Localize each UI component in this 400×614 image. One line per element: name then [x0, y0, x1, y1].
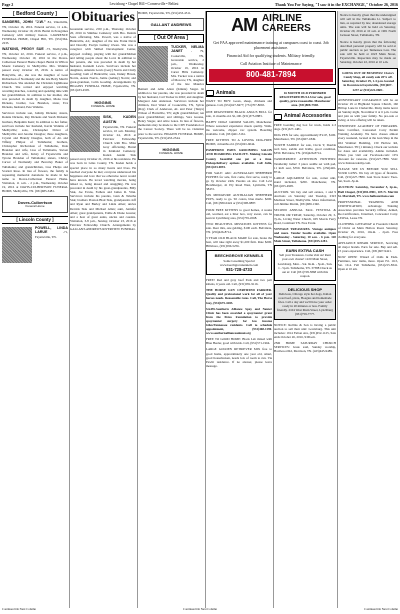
obituary-continued: Survivors include son, Johnny Dickens; sisters, Ronnie Dickens, Ray Dickens and Sarah Dickens; brothers, Benjamin Kern; In addition to her father, survivors include her husband, Kevin Watkins of Shelbyville; sons, Christopher Driver of Shelbyville and Jerome Douglas; three daughters, Crystal and Brandy Douglas, both of AL and Tiffany Philpot of Tullahoma; brothers, Christopher Richardson of Tullahoma, Dale Brandon and wife, Lisa of Tullahoma, Steven Brandon and wife, Kristy of Fayetteville and Tyrone Brandon of Tullahoma; sisters, Christy Carver of Normandy and Beverley Baker of Tullahoma; and grandchildren, Lisa Phelps and Scarlett Rose. In lieu of flowers, the family is requesting memorial donations be made in her name to Doves-Culbertson Funeral Home. Visitation, 11 a.m. - 2 p.m., Wednesday, October 19, 2016 at DAVIS-CULBERTSON FUNERAL HOME, Shelbyville, TN. (931)685-3481. [2, 111, 68, 194]
ad-text: Call Aviation Institute of Maintenance [240, 61, 302, 67]
classified-ad: NOTICE: Rollins & Son is having a public auction to sell their unit: Lewisburg. This unit includes: 1914 Fulton Ave, (931)652-1125, Sale ends October 26, 2016, 9:00a.m. [274, 322, 336, 339]
continued-note: Continued On Next Column [2, 607, 36, 611]
classified-ad: WANT TO BUY: Goats, sheep, chickens and guineas. Call, (931)627-8477; (731)707-8065. [206, 99, 272, 108]
saddle-icon [274, 114, 282, 120]
notice: Notice is hereby given that the undersigned will sell in the Tullahoma Lt. Subject to lien, as required by law, abandoned storage units. The sale will be held on Saturday, October 29, 2016 at 10 a.m. at 1901 North Jackson Street, Tullahoma, TN. [340, 13, 396, 38]
column-out-of-area [138, 11, 204, 608]
category-label: Animal Accessories [284, 113, 332, 120]
ad-title: BEECHGROVE KENNELS [214, 253, 264, 259]
funeral-home-logo [70, 96, 136, 113]
ad-text: Some Grooming Special www.beechgrovekennels.com [219, 258, 259, 267]
classified-ad: FOR SALE: AKC AUSTRALIAN SHEPHERD PUPPIES for sale, first come, first serve, ready to go by October 24th. Parents on site. Call Levi Hershberger, 41 Ely Road West, Lynnville, TN 38472. [206, 170, 272, 192]
obituary-name: SANDERS, JOHN "J.W." [2, 20, 46, 25]
classified-ad: FOUR FREE KITTENS to good homes, 4 weeks old, wormed, eat a litter box, very sweet, can be seen in Lynchburg area, (931)759-4568. [206, 207, 272, 220]
classified-ad: FREE boarding dog box for truck, holds 2-3 dogs. (931)327-1481. [274, 122, 336, 131]
ad-phone[interactable]: 800-481-7894 [209, 69, 333, 81]
classified-ad: 2ND HOME SATURDAY CHURCH SERVICES: Jesus said, Sunday worship, Hardwood Rd, Morrison, TN. (423)445-9489. [274, 340, 336, 354]
logo-subtitle: Funeral Home [25, 204, 45, 209]
page-footer [2, 608, 398, 614]
classified-ad: LARGE GOLDEN RETRIEVER MIX free to good home, approximately one year old, smart, good housebroken, needs lots of room to run. Via Pewitt residence. If no answer, please leave message. [206, 347, 272, 368]
classified-ad: PROFESSIONAL TRAINING AND CERTIFICATION, Advantage Training Associates provides Security Officer, Armed, Re-Certification, Unarmed, Concealed Carry. LEOSA, Lease TN. [338, 199, 398, 221]
classified-ad: 3 YEAR OLD BLACK MARE for sale, broke the best, will take right away $1,200 firm. Rate $200. Hillsboro, (931)596-5256. [206, 236, 272, 249]
bulls-ad [274, 88, 336, 110]
continued-note: Continued On Next Column [183, 607, 217, 611]
obituary-text: 84, Unionville, TN, October 16, 2016. Funeral service, 11 a.m., Wednesday, October 19, 2016. Burial in Peregrines Cemetery with military honors. LAWRENCE FUNERAL HOME, Chapel Hill, TN. (931)364-2233. [2, 20, 68, 46]
classified-ad: ONE REGISTERED BLACK ANGUS BULL for sale, 11 months old. $1,100. (931)375-0883. [206, 109, 272, 118]
ad-headline-line2: CAREERS [261, 23, 311, 34]
section-heading-out-of-area: [ Out Of Area ] [138, 34, 204, 42]
obituary-text: -71, Fayetteville, TN. [35, 230, 68, 239]
section-heading-lincoln: [ Lincoln County ] [2, 216, 68, 224]
column-divider [337, 11, 338, 608]
classified-ad: PAMPERED PAWS GROOMING SALON AND BOARDING FACILITY. Making Lincoln County beautiful one pet at a time. Pickup/delivery options available. Call Julie, (931)433-0091. [206, 148, 272, 169]
paper-names: Lewisburg • Chapel Hill • Cornersville • Belfast [109, 2, 179, 7]
category-heading [206, 90, 272, 97]
obituary-name: WATKINS, PEGGY SUE [2, 47, 44, 52]
logo-subtitle: FUNERAL HOME [91, 103, 115, 108]
ad-text: Get FAA approved maintenance training at campuses coast to coast. Job placement assistance. [213, 40, 329, 51]
logo-title: GALLANT ANDREWS [150, 22, 192, 28]
classified-ad: NOW OPEN! Wizard of Odds & Ends. Furniture, new items, more. Open Fri. 10-5, Sat. 10-4. Fall Tullahoma, (931)215-8341. Open at 10 am. [338, 254, 398, 272]
ad-text: 16 MONTH OLD PUREBRED REGISTERED BULLS for sale, good quality, price reasonable. Manchester area. (931)808-7948. [279, 91, 331, 108]
classified-ad: VINTAGE TREASURES. Vintage antiques and more. Vendor booths available. Open Wednesday - Saturday, 10 a.m. - 6 p.m. 120 Main Street, Tullahoma. (931)455-2281. [274, 226, 336, 244]
ad-text: Financial Aid for qualifying students. Military friendly. [226, 53, 316, 59]
deli-ad [274, 284, 336, 320]
notice: Notice is hereby given that the following described personal property will be sold at public auction as per Tennessee Law. The sale will be held at 1023 Main Street, Fayetteville. Inspection may be made on Saturday, October 22, 2016 at 10 a.m. [340, 39, 396, 65]
column-obituaries [70, 11, 136, 608]
logo-title: HIGGINS [94, 99, 112, 105]
logo-subtitle: FUNERAL HOME [159, 150, 183, 155]
classified-ad: HAPPY DOGZ GROOM SALON, Manchester. Where seasoned experience meets quality. Walk-ins welcome, clipper vac system. Boarding available. Call, (931)461-5161. [206, 119, 272, 137]
classified-ad: AUCTION. We buy and sell estates, 1 and 9 Auctions on Saturday and Tuesday, 2323 Madison Street, Shelbyville. More information, call Jimmie Martin, (931)680-1340. [274, 190, 336, 207]
column-divider [69, 11, 70, 608]
section-heading-bedford: [ Bedford County ] [2, 11, 68, 18]
ad-headline [262, 14, 311, 34]
obituary-name: SISK, KADEN AUSTIN [103, 115, 136, 125]
classified-ad: TAXIDERMIST: ATTENTION HUNTERS: Taxidermy ladies' 3 piece saddle set with pad, 11 inch seat, $350. Belvidere, TN. (256)426-8714. [274, 157, 336, 174]
classified-ad: APPLIANCE REPAIR SERVICE, Servicing all major brands. Parts for sale. Buy and sell. 15 years experience. Call, (931)607-9421. [338, 240, 398, 253]
classified-ad: DOG PEN for sale, approximately 8'x10', $100. Manchester, TN. (931)607-1849. [274, 132, 336, 142]
ad-phone: 931-728-4733 [225, 266, 253, 272]
obituary-photo [2, 227, 32, 263]
header-tagline: Thank You For Saying, "I saw it in the EXCHANGE," October 26, 2016 [274, 1, 398, 7]
obituary [2, 47, 68, 109]
obituary-name: TUCKER, NELMA JANET [171, 44, 204, 54]
obituary-name: POWELL, LINDA LARUE [35, 225, 68, 235]
classified-ad: TWO BEAUTIFUL MISSLTOES KITTENS for sale. Deer mix, one gelding, $100 each. Belvidere, TN. (256)426-8714. [206, 221, 272, 235]
funeral-home-logo [138, 18, 204, 31]
classified-ad: THE HORSE GUY CERTIFIED FARRIER. Quality and professional work for all of your horses needs. Reasonable rates. Call, The Horse Guy, (931)675-4283. [206, 288, 272, 305]
classified-ad: FREE KITTENS TO A LOVING DOG-FREE HOME, 4 months old. (931)691-6044. [206, 138, 272, 147]
page-number: Page 2 [2, 1, 14, 7]
obituary-photo [70, 116, 100, 152]
classified-ad: YOUTH SADDLE for sale, Circle Y, Double web bars, saddle and bridle, good condition, $350. Belvidere, TN. (256)426-8714. [274, 143, 336, 156]
obituary-text: -73, Shelbyville, TN, October 22, 2016. Funeral service, 2 p.m., Wednesday, October 19, 2016 in the Doves-Culbertson Funeral Home chapel. Burial in Willow Mount Cemetery in Shelbyville. Mrs. Watkins passed away October 18, 2016. A native of Haleyville, AL, she was the daughter of Leon Richardson of Normandy and the late Betty Merritt Richardson. She attended the Christian Lighthouse Church. She retired and enjoyed watching wrestling matches, coloring and spending time with her grandchildren. In addition to her mother, she was preceded in death by daughter, Mona Lisa Dickens, brother, Lee Brandon, sister, Eva Dickens, husband, Pete Watkins. [2, 47, 68, 110]
am-logo: AM [231, 15, 258, 35]
classified-ad: ANNIVERSARY CLEARANCE will be on October 29 at Highland Square Church, 160 Hilltop Lane in Clarksville. Many items never on Sunday night, November 6 at 6 p.m. Come and join us with your family. No pre-sale or swing. A love offering will be taken. [338, 97, 398, 123]
column-divider [273, 11, 274, 608]
classified-ad: SECOND ANNUAL FALL FESTIVAL & TRUNK OR TREAT, Saturday, October 29, 3-7p.m., Living Water Church, 605 Morris Ferry Road, Coalmont TN. Free Event. [274, 208, 336, 225]
candy-shop-ad [338, 68, 398, 94]
ad-text: GOING OUT OF BUSINESS! Clara's Candy Shop, all candy sale 20% off. Saturday, October 29, 1-4 p.m. located in Downtown Fayetteville, (931)607-2237 or (931)222-0601. [341, 71, 395, 92]
column-classifieds-animals [206, 88, 272, 608]
category-heading [274, 113, 336, 120]
earn-cash-ad [274, 245, 336, 281]
classified-ad: TENNESSEE ACADEMY OF FIREARMS. State Certified, Concealed Carry Permit Training Academy. We have classes almost every weekend, located at the Gun Shop in the Old Walmart Building, 130 Hollow Rd, Manchester. TN (1 minute). Check our website for dates and availability. Ammo included. When you visit our Facebook.com: 10% discount for veterans. (931)227-7880. Visit: www.TennAcademy.com. [338, 124, 398, 165]
classified-ad: SIX MINIATURE AUSTRALIAN SHEPHERD PUPS, ready to go. Tri colors, blue merle. $200. Call, (931)580-0424 or (931)308-9887. [206, 193, 272, 206]
classified-ad: LARGE AQUARIUM for sale, corner unit, stand included, $200. Manchester, TN. (931)455-4995. [274, 175, 336, 188]
obituary-continued: Greenside service, 2:00 p.m., Thursday, October 20, 2016 in Smithee Cemetery with Bro. Dennis Sons officiating. Mrs. Powell, was a native of Huntsville, AL; daughter of the late Frank Davis and Dorothy Evelyn Lumley Owen. She was a caregiver with Skilled Development Center, enjoyed crafting, playing with her grandchildren and telling people about the Lord. In addition to her parents, she was preceded in death by her husband, Kenneth Lewis. Survivors include her daughters, Amanda Lewis (Gary) Norris and Cindy Gooding; both of Huntsville; sons, Danny Haven, Norris, Azana Norris, Jamie (Ashley) Norris; and great-grandson, Colin Gooding. Arrangements by HIGGINS FUNERAL HOME, Fayetteville, TN. (931)433-4505. [70, 27, 136, 93]
obituary-continued: HOME, Fayetteville, TN, (931)433-4511. [138, 11, 192, 15]
obituary-photo [138, 46, 168, 82]
classified-ad: SAAW-Southern Alliance Spay and Neuter Clinic has been awarded a spay/neuter grant from the Petco Foundation to provide spay/neuter surgery for low income Giles/Tennessee residents. Call to schedule appointment, (931)468-1190. www.southernallianceanimal.org [206, 306, 272, 336]
ad-text: Delicious, Chicago style hot dogs, Italian roast beef, pizza, Hoagies and homemade fries. Call a day and we'll have your order ready in 20 minutes or less. Family friendly. 2104 West Main Street, Lynchburg (931)759-7777. [277, 291, 333, 317]
obituary-text: 6, Fayetteville, TN. Funeral service, 10 a.m. Monday, October 24, 2016 at Fairview Fellowship Church with Bro. Mike Gray officiating. Burial in Kirkland Cemetery. Kaden Austin Sisk passed away October 21, 2016 at his residence. He was born in Giles County, TN. Kaden holds a special place in so many hearts and lives. He touched everyone he met; everyone understood his happiness and love that we otherwise never would have known. He loved watching movies, being talked to, being kissed and snuggling. He was preceded in death by his great-grandparents, Billy Sisk, Joe Evans, Fathers and James R. Vinn. Survivors include his parents, Glen & Tabetha Sisk; brothers Preston Blair Sisk, grandparents Jeff and Ryan and Burley and Linda Allen; uncles Derrick Sisk and Michael Allen; aunt, Jennifer Allen; great grandparents, Eddie & Diane Greene; and a host of great aunts, uncles and cousins. Visitation, 3-8 p.m., Sunday, October 23, 2016 at Fairview Fellowship Church. Arrangements by GALLANT-ANDREWS RIVERVIEW FUNERAL [70, 120, 136, 231]
column-divider [137, 11, 138, 608]
legal-notices [338, 11, 398, 68]
classified-ad: FREE TO GOOD HOME: Black Lab mixed with Blue Heeler, good with kids. Call, (931)571-1964. [206, 337, 272, 346]
funeral-home-logo [138, 143, 204, 160]
column-classifieds-accessories [274, 88, 336, 608]
ad-title: EARN EXTRA CASH [285, 248, 325, 254]
column-bedford [2, 11, 68, 608]
classified-ad: FREE! Red and gray beef Pads and two pair kittens, 6 years old. Call, (931)581-9116. [206, 278, 272, 287]
logo-title: HIGGINS [162, 146, 180, 152]
logo-title: Doves-Culbertson [17, 200, 53, 206]
category-label: Animals [216, 90, 236, 96]
page-header [2, 1, 398, 9]
airline-careers-ad[interactable] [206, 11, 336, 85]
column-divider [205, 11, 206, 608]
ad-title: DELICIOUS SHOP [287, 286, 323, 292]
ad-text: Sell your Treasures. Come visit us! Rent your own cluster! 1220 Main Street, Lewisburg. Mon. - Sat. 9a.m. - 5p.m., Sun. 1 - 5p.m. Tullahoma, TN. 37388 Check us out at: Call (931)728-5868 with this coupon. [277, 253, 333, 278]
continued-note: Continued On Next Column [364, 607, 398, 611]
classified-ad: PLEASE SEE US BEFORE YOU SELL YOUR GUNS. We buy all types of firearms. Call, (931)227-7880. Gun Store hours: Tues-Sat, 9a.m.-5p.m. [338, 167, 398, 184]
funeral-home-logo [2, 196, 68, 213]
ad-headline-line1: AIRLINE [261, 13, 302, 24]
classified-ad: AUCTION: Saturday, November 5, 2p.m., Hall Chapel, (931)581-8901, 105 N. Merritt St. Marshall, TN. www.hallsauctions.com [338, 185, 398, 198]
obituary-text: - 79, Cookeville, TN, Graveside service, 2 p.m., Wednesday, October 19, 2016 in Carter Hills Cemetery. Mrs. Tucker was a native of Moscow, TN, daughter of the late Maurice Bennett and Allie Alton (Kinnie) Steger. In addition to her parents, she was preceded in death by her husband, Carl Tucker in 2002; and daughter, Margaret Ann Anderson. Survivors include her children, Dod Wand of Cookeville, TN, Sylvie (Ray) Clark of Anderson, AL and Peter (Tanya) Wilson of Hartsville, TN; eight grandchildren; ten great grandchildren; and siblings, Vera Greene, Henry Steger, and Alice Gates. In lieu of flowers, memorials may be made to the CDY Foundation or the Cancer Society. There will be no visitation prior to the service. HIGGINS FUNERAL HOME, Fayetteville, TN. (931)433-2544. [138, 49, 204, 140]
classified-ad: CLOTHING GIVEAWAY at Freedom Church of Christ on Main Hollow Road. Saturday, October 29, 2016, 10a.m. - 2p.m. Free clothing for everyone. [338, 222, 398, 239]
page-title: Obituaries [71, 11, 135, 25]
paw-icon [206, 90, 214, 96]
column-notices [338, 11, 398, 608]
kennel-ad [206, 250, 272, 275]
obituary [2, 20, 68, 45]
